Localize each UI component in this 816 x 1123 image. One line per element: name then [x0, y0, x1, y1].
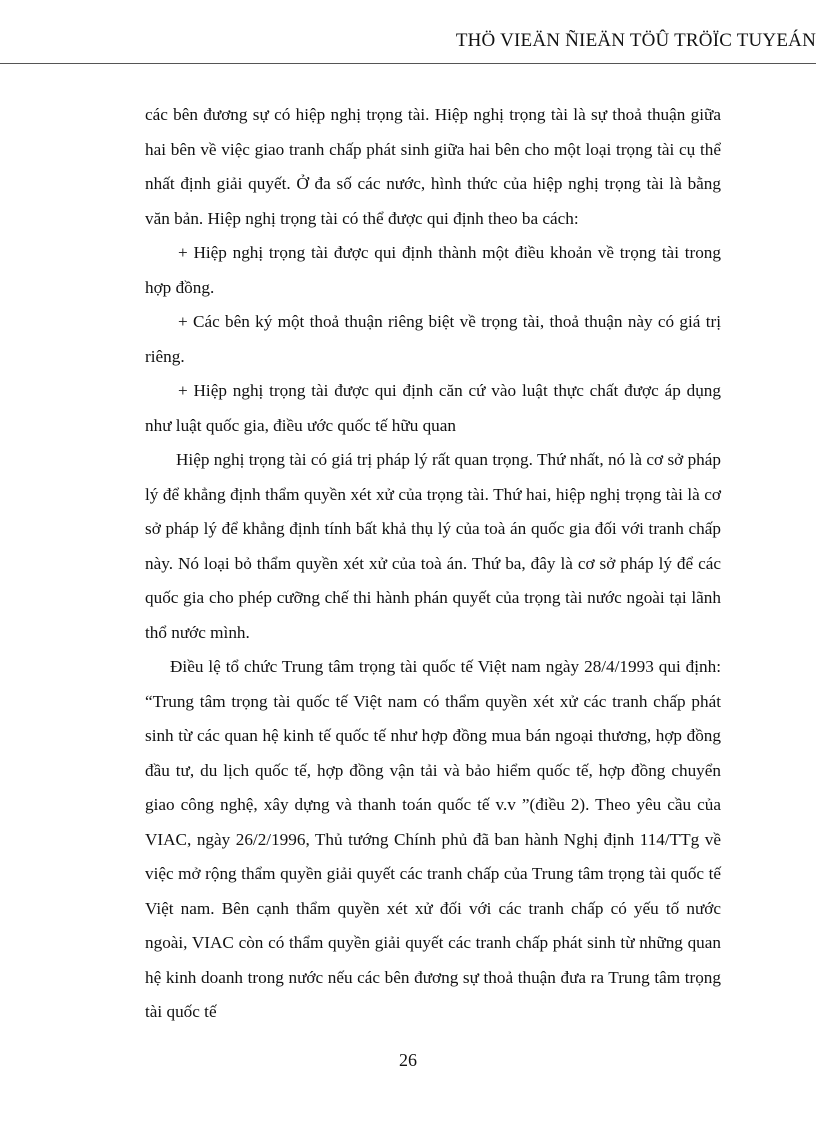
- body-text: [145, 98, 721, 1030]
- paragraph: Hiệp nghị trọng tài có giá trị pháp lý rất quan trọng. Thứ nhất, nó là cơ sở pháp lý để khẳng định thẩm quyền xét xử của trọng tài. Thứ hai, hiệp nghị trọng tài là cơ sở pháp lý để khẳng định tính bất khả thụ lý của toà án quốc gia đối với tranh chấp này. Nó loại bỏ thẩm quyền xét xử của toà án. Thứ ba, đây là cơ sở pháp lý để các quốc gia cho phép cưỡng chế thi hành phán quyết của trọng tài nước ngoài tại lãnh thổ nước mình.: [145, 450, 721, 642]
- running-header: THÖ VIEÄN ÑIEÄN TÖÛ TRÖÏC TUYEÁN: [455, 30, 816, 51]
- list-item: + Hiệp nghị trọng tài được qui định căn cứ vào luật thực chất được áp dụng như luật quốc gia, điều ước quốc tế hữu quan: [145, 381, 721, 435]
- paragraph: Điều lệ tổ chức Trung tâm trọng tài quốc tế Việt nam ngày 28/4/1993 qui định: “Trung tâm trọng tài quốc tế Việt nam có thẩm quyền xét xử các tranh chấp phát sinh từ các quan hệ kinh tế quốc tế như hợp đồng mua bán ngoại thương, hợp đồng đầu tư, du lịch quốc tế, hợp đồng vận tải và bảo hiểm quốc tế, hợp đồng chuyển giao công nghệ, xây dựng và thanh toán quốc tế v.v ”(điều 2). Theo yêu cầu của VIAC, ngày 26/2/1996, Thủ tướng Chính phủ đã ban hành Nghị định 114/TTg về việc mở rộng thẩm quyền giải quyết các tranh chấp của Trung tâm trọng tài quốc tế Việt nam. Bên cạnh thẩm quyền xét xử đối với các tranh chấp có yếu tố nước ngoài, VIAC còn có thẩm quyền giải quyết các tranh chấp phát sinh từ những quan hệ kinh doanh trong nước nếu các bên đương sự thoả thuận đưa ra Trung tâm trọng tài quốc tế: [145, 657, 721, 1021]
- header-rule: [0, 63, 816, 64]
- paragraph: các bên đương sự có hiệp nghị trọng tài. Hiệp nghị trọng tài là sự thoả thuận giữa hai bên về việc giao tranh chấp phát sinh giữa hai bên cho một loại trọng tài cụ thể nhất định giải quyết. Ở đa số các nước, hình thức của hiệp nghị trọng tài là bằng văn bản. Hiệp nghị trọng tài có thể được qui định theo ba cách:: [145, 105, 721, 228]
- page-number: 26: [399, 1050, 417, 1070]
- list-item: + Các bên ký một thoả thuận riêng biệt về trọng tài, thoả thuận này có giá trị riêng.: [145, 312, 721, 366]
- list-item: + Hiệp nghị trọng tài được qui định thành một điều khoản về trọng tài trong hợp đồng.: [145, 243, 721, 297]
